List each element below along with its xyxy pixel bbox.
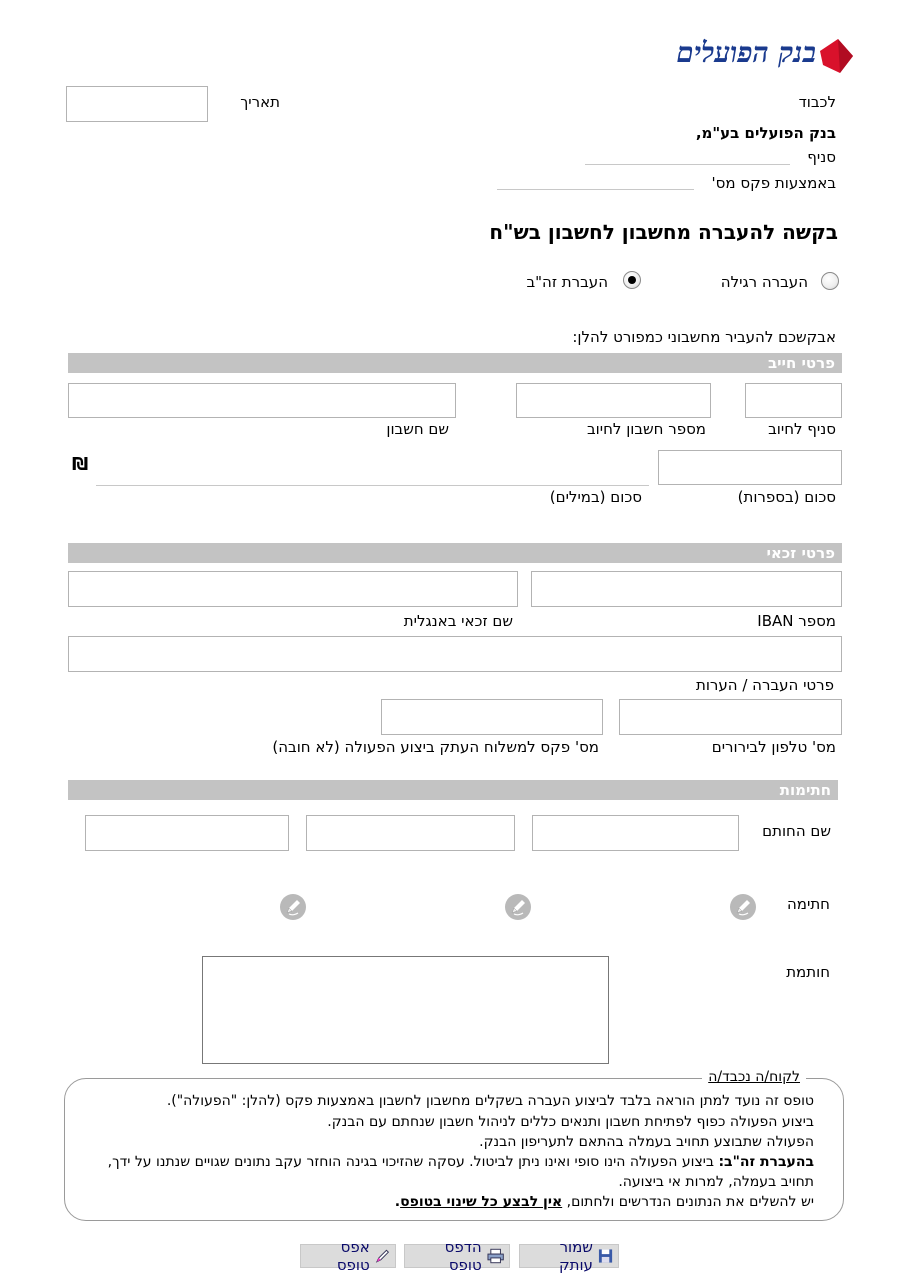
notice-text [64,1078,844,1221]
section-title: פרטי חייב [767,354,835,372]
date-input[interactable] [66,86,208,122]
notes-input[interactable] [68,636,842,672]
signature-pen-icon[interactable] [730,894,756,920]
notice-rtgs-bold: בהעברת זה"ב: [718,1154,814,1170]
fax-label: באמצעות פקס מס' [711,174,836,192]
account-name-input[interactable] [68,383,456,418]
notice-line: ביצוע הפעולה כפוף לפתיחת חשבון ותנאים כללים לניהול חשבון שנחתם עם הבנק. [327,1114,814,1130]
logo-diamond-icon [818,38,854,74]
fax-field[interactable] [497,189,694,190]
account-name-label: שם חשבון [386,420,449,438]
section-header-debit [68,353,842,373]
notice-line [395,1194,814,1210]
notice-rtgs-text: ביצוע הפעולה הינו סופי ואינו ניתן לביטול. עסקה שהזיכוי בגינה הוחזר עקב נתונים שגויים שנתנו על ידך, [107,1154,714,1170]
regular-transfer-label: העברה רגילה [720,273,808,291]
notice-fill-text: יש להשלים את הנתונים הנדרשים ולחתום, [566,1194,814,1210]
debit-branch-label: סניף לחיוב [768,420,836,438]
notice-line: טופס זה נועד למתן הוראה בלבד לביצוע העברה בשקלים מחשבון לחשבון באמצעות פקס (להלן: "הפעולה"). [166,1093,814,1109]
debit-account-label: מספר חשבון לחיוב [586,420,706,438]
fax-copy-input[interactable] [381,699,603,735]
notice-line: תחויב בעמלה, למרות אי ביצועה. [618,1174,814,1190]
signer-name-input-1[interactable] [532,815,739,851]
notes-label: פרטי העברה / הערות [695,676,834,694]
bank-name: בנק הפועלים בע"מ, [695,124,836,142]
debit-account-input[interactable] [516,383,711,418]
fax-copy-label: מס' פקס למשלוח העתק ביצוע הפעולה (לא חובה) [272,738,599,756]
radio-rtgs-transfer[interactable] [623,271,641,289]
stamp-label: חותמת [786,963,830,981]
to-label: לכבוד [798,93,836,111]
iban-label: מספר IBAN [757,612,836,630]
reset-form-button[interactable] [300,1238,396,1274]
shekel-icon: ₪ [72,454,89,475]
print-form-label: הדפס טופס [444,1238,482,1274]
amount-words-field[interactable] [96,485,649,486]
branch-field[interactable] [585,164,790,165]
signer-name-label: שם החותם [762,822,831,840]
amount-words-label: סכום (במילים) [549,488,642,506]
amount-digits-input[interactable] [658,450,842,485]
signer-name-input-3[interactable] [85,815,289,851]
notice-line: הפעולה שתבוצע תחויב בעמלה בהתאם לתעריפון הבנק. [479,1134,814,1150]
form-title: בקשה להעברה מחשבון לחשבון בש"ח [489,220,838,244]
eraser-pencil-icon [375,1248,390,1264]
floppy-icon [598,1248,613,1264]
date-label: תאריך [240,93,280,111]
phone-label: מס' טלפון לבירורים [711,738,836,756]
signature-label: חתימה [786,895,830,913]
save-copy-label: שמור עותק [558,1238,593,1274]
signer-name-input-2[interactable] [306,815,515,851]
phone-input[interactable] [619,699,842,735]
bank-logo [654,38,854,72]
logo-text: בנק הפועלים [676,36,816,69]
notice-period: . [394,1194,401,1210]
iban-input[interactable] [531,571,842,607]
amount-digits-label: סכום (בספרות) [737,488,836,506]
stamp-box[interactable] [202,956,609,1064]
print-form-button[interactable] [404,1238,510,1274]
reset-form-label: אפס טופס [336,1238,370,1274]
rtgs-transfer-label: העברת זה"ב [526,273,608,291]
save-copy-button[interactable] [519,1238,619,1274]
printer-icon [487,1248,504,1264]
name-en-label: שם זכאי באנגלית [403,612,513,630]
radio-regular-transfer[interactable] [821,272,839,290]
section-header-credit [68,543,842,563]
section-title: חתימות [779,781,831,799]
signature-pen-icon[interactable] [505,894,531,920]
section-header-signatures [68,780,838,800]
section-title: פרטי זכאי [766,544,835,562]
branch-label: סניף [807,148,836,166]
notice-no-changes: אין לבצע כל שינוי בטופס [400,1194,563,1210]
notice-legend: לקוח/ה נכבד/ה [702,1069,806,1085]
notice-line [108,1154,814,1170]
signature-pen-icon[interactable] [280,894,306,920]
intro-text: אבקשכם להעביר מחשבוני כמפורט להלן: [572,328,836,346]
debit-branch-input[interactable] [745,383,842,418]
name-en-input[interactable] [68,571,518,607]
